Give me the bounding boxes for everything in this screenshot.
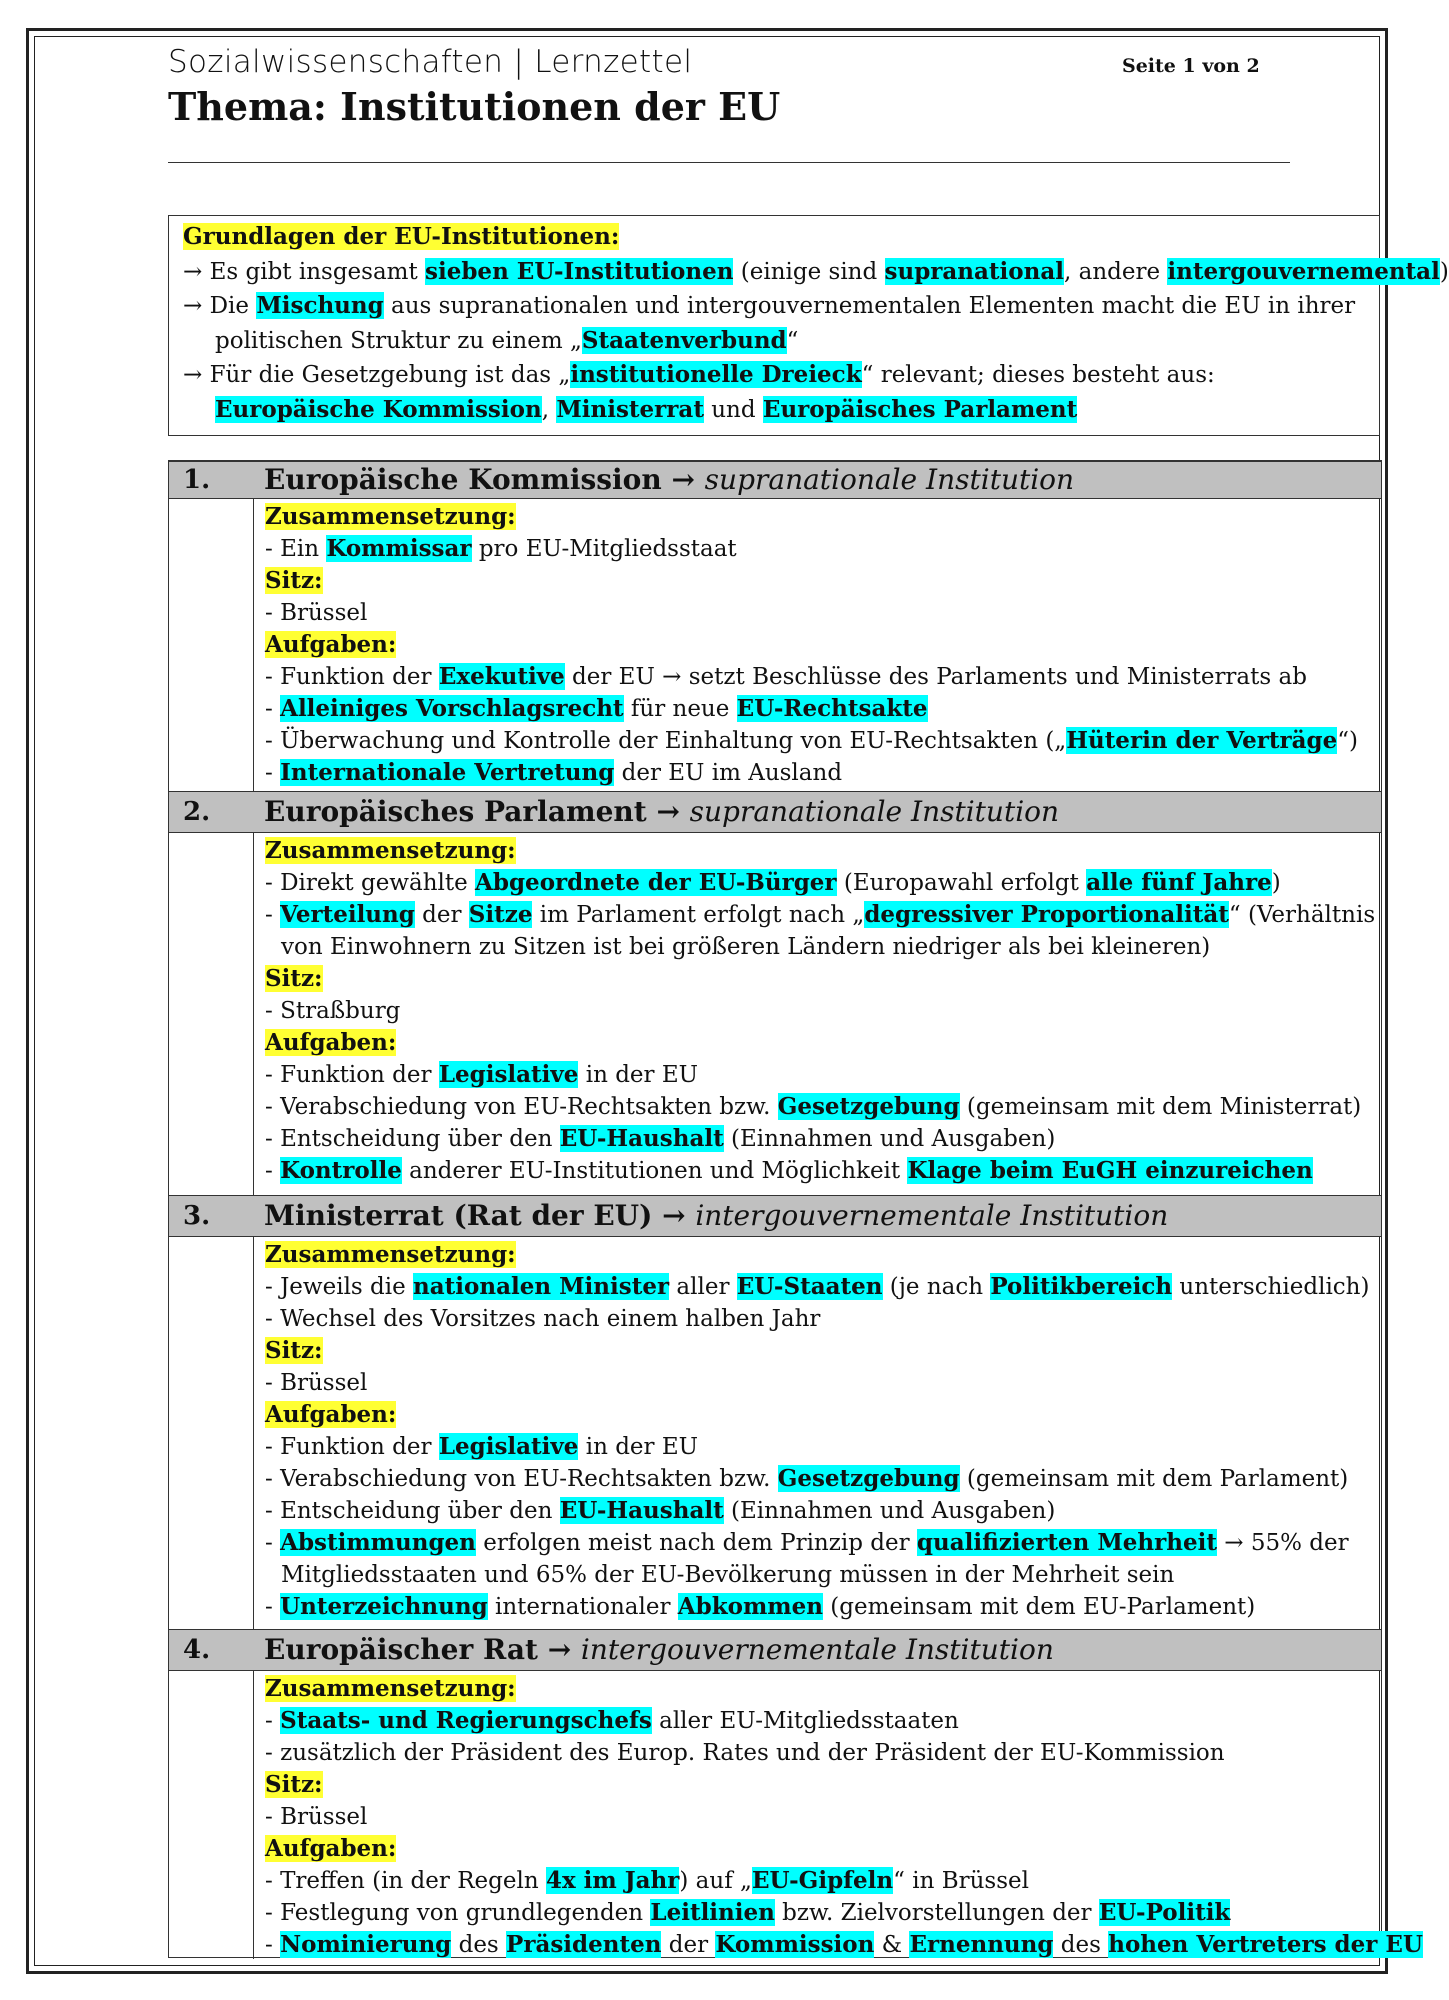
section-body-3: [169, 1237, 1381, 1629]
label-tasks: Aufgaben:: [265, 1029, 397, 1056]
section-content: [265, 1673, 1423, 1961]
text: aus supranationalen und intergouvernementalen Elementen macht die EU in ihrer: [383, 293, 1356, 319]
text: und: [703, 396, 763, 423]
highlight: alle fünf Jahre: [1086, 869, 1272, 896]
text: “ in Brüssel: [893, 1868, 1029, 1894]
intro-line: [183, 289, 1367, 324]
highlight: Präsidenten: [506, 1931, 662, 1958]
label-seat: Sitz:: [265, 1771, 323, 1798]
highlight: Unterzeichnung: [280, 1593, 488, 1620]
section-header-3: [169, 1195, 1381, 1237]
highlight: EU-Politik: [1098, 1899, 1231, 1926]
seat-value: - Brüssel: [265, 1804, 368, 1830]
highlight: supranational: [884, 257, 1064, 285]
title-divider: [168, 162, 1290, 163]
text: -: [265, 1708, 281, 1734]
text: in der EU: [578, 1434, 699, 1460]
text: im Parlament erfolgt nach „: [532, 902, 865, 928]
label-tasks: Aufgaben:: [265, 1835, 397, 1862]
label-tasks: Aufgaben:: [265, 1401, 397, 1428]
section-title: [264, 1635, 1054, 1665]
highlight: Internationale Vertretung: [280, 759, 615, 786]
section-header-4: [169, 1629, 1381, 1671]
text: des: [451, 1932, 507, 1958]
text: der EU im Ausland: [614, 760, 843, 786]
intro-heading-text: Grundlagen der EU-Institutionen:: [183, 223, 620, 250]
text: - zusätzlich der Präsident des Europ. Rates und der Präsident der EU-Kommission: [265, 1740, 1225, 1766]
section-header-2: [169, 791, 1381, 833]
column-divider: [253, 833, 254, 1195]
text: -: [265, 760, 281, 786]
section-body-2: [169, 833, 1381, 1195]
section-content: [265, 835, 1375, 1187]
text: - Funktion der: [265, 1062, 439, 1088]
text: → Es gibt insgesamt: [183, 258, 426, 285]
institution-name: Europäischer Rat →: [264, 1633, 581, 1666]
text: “): [1337, 728, 1358, 754]
text: der: [661, 1932, 716, 1958]
intro-box: [168, 215, 1449, 436]
text: - Überwachung und Kontrolle der Einhaltung von EU-Rechtsakten („: [265, 728, 1067, 754]
section-number: 3.: [183, 1201, 211, 1231]
text: (gemeinsam mit dem Parlament): [959, 1466, 1349, 1492]
text: - Funktion der: [265, 1434, 439, 1460]
text: -: [265, 902, 281, 928]
highlight: Kommission: [715, 1931, 875, 1958]
institution-type: supranationale Institution: [689, 795, 1060, 828]
highlight: Europäisches Parlament: [762, 395, 1078, 423]
section-body-1: [169, 499, 1381, 791]
column-divider: [253, 499, 254, 791]
highlight: Legislative: [438, 1433, 579, 1460]
highlight: institutionelle Dreieck: [570, 361, 862, 388]
highlight: Gesetzgebung: [777, 1093, 960, 1120]
label-seat: Sitz:: [265, 567, 323, 594]
highlight: Sitze: [468, 901, 533, 928]
text: “: [786, 327, 799, 354]
text: -: [265, 696, 281, 722]
section-number: 2.: [183, 797, 211, 827]
highlight: Kontrolle: [280, 1157, 402, 1184]
text: - Direkt gewählte: [265, 870, 476, 896]
highlight: Ernennung: [909, 1931, 1054, 1958]
institutions-table: [168, 460, 1423, 1958]
text: → Die: [183, 293, 257, 319]
column-divider: [253, 1671, 254, 1959]
section-number: 1.: [183, 465, 211, 495]
text: → 55% der: [1216, 1530, 1349, 1556]
highlight: EU-Haushalt: [559, 1497, 724, 1524]
label-tasks: Aufgaben:: [265, 631, 397, 658]
highlight: sieben EU-Institutionen: [425, 257, 734, 285]
text: (Einnahmen und Ausgaben): [723, 1498, 1056, 1524]
label-composition: Zusammensetzung:: [265, 837, 516, 864]
text: der: [414, 902, 469, 928]
label-composition: Zusammensetzung:: [265, 1675, 516, 1702]
section-content: [265, 1239, 1369, 1623]
highlight: Alleiniges Vorschlagsrecht: [280, 695, 624, 722]
label-seat: Sitz:: [265, 965, 323, 992]
text: , andere: [1064, 258, 1168, 285]
institution-name: Europäische Kommission →: [264, 463, 705, 496]
text: -: [265, 1932, 281, 1958]
text: - Entscheidung über den: [265, 1126, 560, 1152]
section-body-4: [169, 1671, 1423, 1959]
highlight: Abkommen: [677, 1593, 823, 1620]
text: von Einwohnern zu Sitzen ist bei größeren Ländern niedriger als bei kleineren): [281, 934, 1211, 960]
highlight: 4x im Jahr: [545, 1867, 680, 1894]
text: Mitgliedsstaaten und 65% der EU-Bevölkerung müssen in der Mehrheit sein: [281, 1562, 1175, 1588]
text: - Funktion der: [265, 664, 439, 690]
highlight: Politikbereich: [990, 1273, 1173, 1300]
highlight: EU-Staaten: [736, 1273, 883, 1300]
text: → Für die Gesetzgebung ist das „: [183, 362, 571, 388]
section-title: [264, 1201, 1168, 1231]
text: ) auf „: [679, 1868, 752, 1894]
text: (gemeinsam mit dem EU-Parlament): [823, 1594, 1256, 1620]
section-title: [264, 465, 1074, 495]
text: ,: [541, 396, 557, 423]
highlight: Hüterin der Verträge: [1066, 727, 1338, 754]
label-composition: Zusammensetzung:: [265, 1241, 516, 1268]
highlight: hohen Vertreters der EU: [1108, 1931, 1423, 1958]
text: in der EU: [578, 1062, 699, 1088]
text: - Wechsel des Vorsitzes nach einem halben Jahr: [265, 1306, 821, 1332]
text: erfolgen meist nach dem Prinzip der: [475, 1530, 917, 1556]
text: bzw. Zielvorstellungen der: [774, 1900, 1099, 1926]
label-seat: Sitz:: [265, 1337, 323, 1364]
highlight: Exekutive: [438, 663, 565, 690]
text: (einige sind: [733, 258, 885, 285]
seat-value: - Straßburg: [265, 998, 401, 1024]
section-header-1: [169, 461, 1381, 499]
seat-value: - Brüssel: [265, 1370, 368, 1396]
institution-name: Ministerrat (Rat der EU) →: [264, 1199, 696, 1232]
section-number: 4.: [183, 1635, 211, 1665]
text: - Treffen (in der Regeln: [265, 1868, 546, 1894]
highlight: Mischung: [256, 292, 384, 319]
text: (Europawahl erfolgt: [836, 870, 1087, 896]
text: -: [265, 1158, 281, 1184]
institution-type: intergouvernementale Institution: [695, 1199, 1169, 1232]
subject-heading: Sozialwissenschaften | Lernzettel: [168, 44, 693, 80]
highlight: Verteilung: [280, 901, 415, 928]
intro-line: [183, 358, 1367, 393]
page-number: Seite 1 von 2: [1122, 55, 1260, 77]
text: aller: [669, 1274, 737, 1300]
text: - Verabschiedung von EU-Rechtsakten bzw.: [265, 1466, 778, 1492]
highlight: Staatenverbund: [581, 326, 787, 354]
text: ): [1271, 870, 1281, 896]
text: ): [1439, 258, 1449, 285]
text: - Jeweils die: [265, 1274, 414, 1300]
text: unterschiedlich): [1172, 1274, 1370, 1300]
label-composition: Zusammensetzung:: [265, 503, 516, 530]
highlight: intergouvernemental: [1167, 257, 1440, 285]
highlight: qualifizierten Mehrheit: [916, 1529, 1217, 1556]
text: (gemeinsam mit dem Ministerrat): [959, 1094, 1362, 1120]
text: aller EU-Mitgliedsstaaten: [651, 1708, 959, 1734]
text: politischen Struktur zu einem „: [215, 327, 582, 354]
text: für neue: [623, 696, 737, 722]
intro-line: [183, 324, 1367, 359]
text: pro EU-Mitgliedsstaat: [471, 536, 737, 562]
page-title: Thema: Institutionen der EU: [168, 84, 781, 129]
text: anderer EU-Institutionen und Möglichkeit: [401, 1158, 908, 1184]
highlight: degressiver Proportionalität: [864, 901, 1229, 928]
text: “ relevant; dieses besteht aus:: [861, 362, 1215, 388]
highlight: Kommissar: [326, 535, 472, 562]
institution-name: Europäisches Parlament →: [264, 795, 690, 828]
intro-line: [183, 255, 1449, 290]
highlight: Ministerrat: [556, 395, 704, 423]
text: -: [265, 1594, 281, 1620]
section-title: [264, 797, 1059, 827]
text: -: [265, 1530, 281, 1556]
institution-type: supranationale Institution: [704, 463, 1075, 496]
text: (je nach: [882, 1274, 991, 1300]
text: “ (Verhältnis: [1228, 902, 1376, 928]
text: - Festlegung von grundlegenden: [265, 1900, 651, 1926]
text: des: [1053, 1932, 1109, 1958]
text: - Ein: [265, 536, 327, 562]
highlight: Klage beim EuGH einzureichen: [907, 1157, 1313, 1184]
highlight: Staats- und Regierungschefs: [280, 1707, 652, 1734]
text: internationaler: [487, 1594, 678, 1620]
intro-line: [183, 393, 1367, 428]
highlight: Nominierung: [280, 1931, 452, 1958]
highlight: Abgeordnete der EU-Bürger: [475, 869, 837, 896]
highlight: Gesetzgebung: [777, 1465, 960, 1492]
highlight: nationalen Minister: [413, 1273, 670, 1300]
text: - Verabschiedung von EU-Rechtsakten bzw.: [265, 1094, 778, 1120]
text: &: [874, 1932, 910, 1958]
text: (Einnahmen und Ausgaben): [723, 1126, 1056, 1152]
highlight: Legislative: [438, 1061, 579, 1088]
intro-heading: [183, 220, 1367, 255]
section-content: [265, 501, 1358, 789]
highlight: Europäische Kommission: [215, 395, 542, 423]
column-divider: [253, 1237, 254, 1629]
highlight: Abstimmungen: [280, 1529, 476, 1556]
text: - Entscheidung über den: [265, 1498, 560, 1524]
highlight: EU-Haushalt: [559, 1125, 724, 1152]
seat-value: - Brüssel: [265, 600, 368, 626]
highlight: EU-Rechtsakte: [736, 695, 928, 722]
highlight: EU-Gipfeln: [751, 1867, 894, 1894]
institution-type: intergouvernementale Institution: [580, 1633, 1054, 1666]
text: der EU → setzt Beschlüsse des Parlaments und Ministerrats ab: [564, 664, 1307, 690]
highlight: Leitlinien: [650, 1899, 775, 1926]
